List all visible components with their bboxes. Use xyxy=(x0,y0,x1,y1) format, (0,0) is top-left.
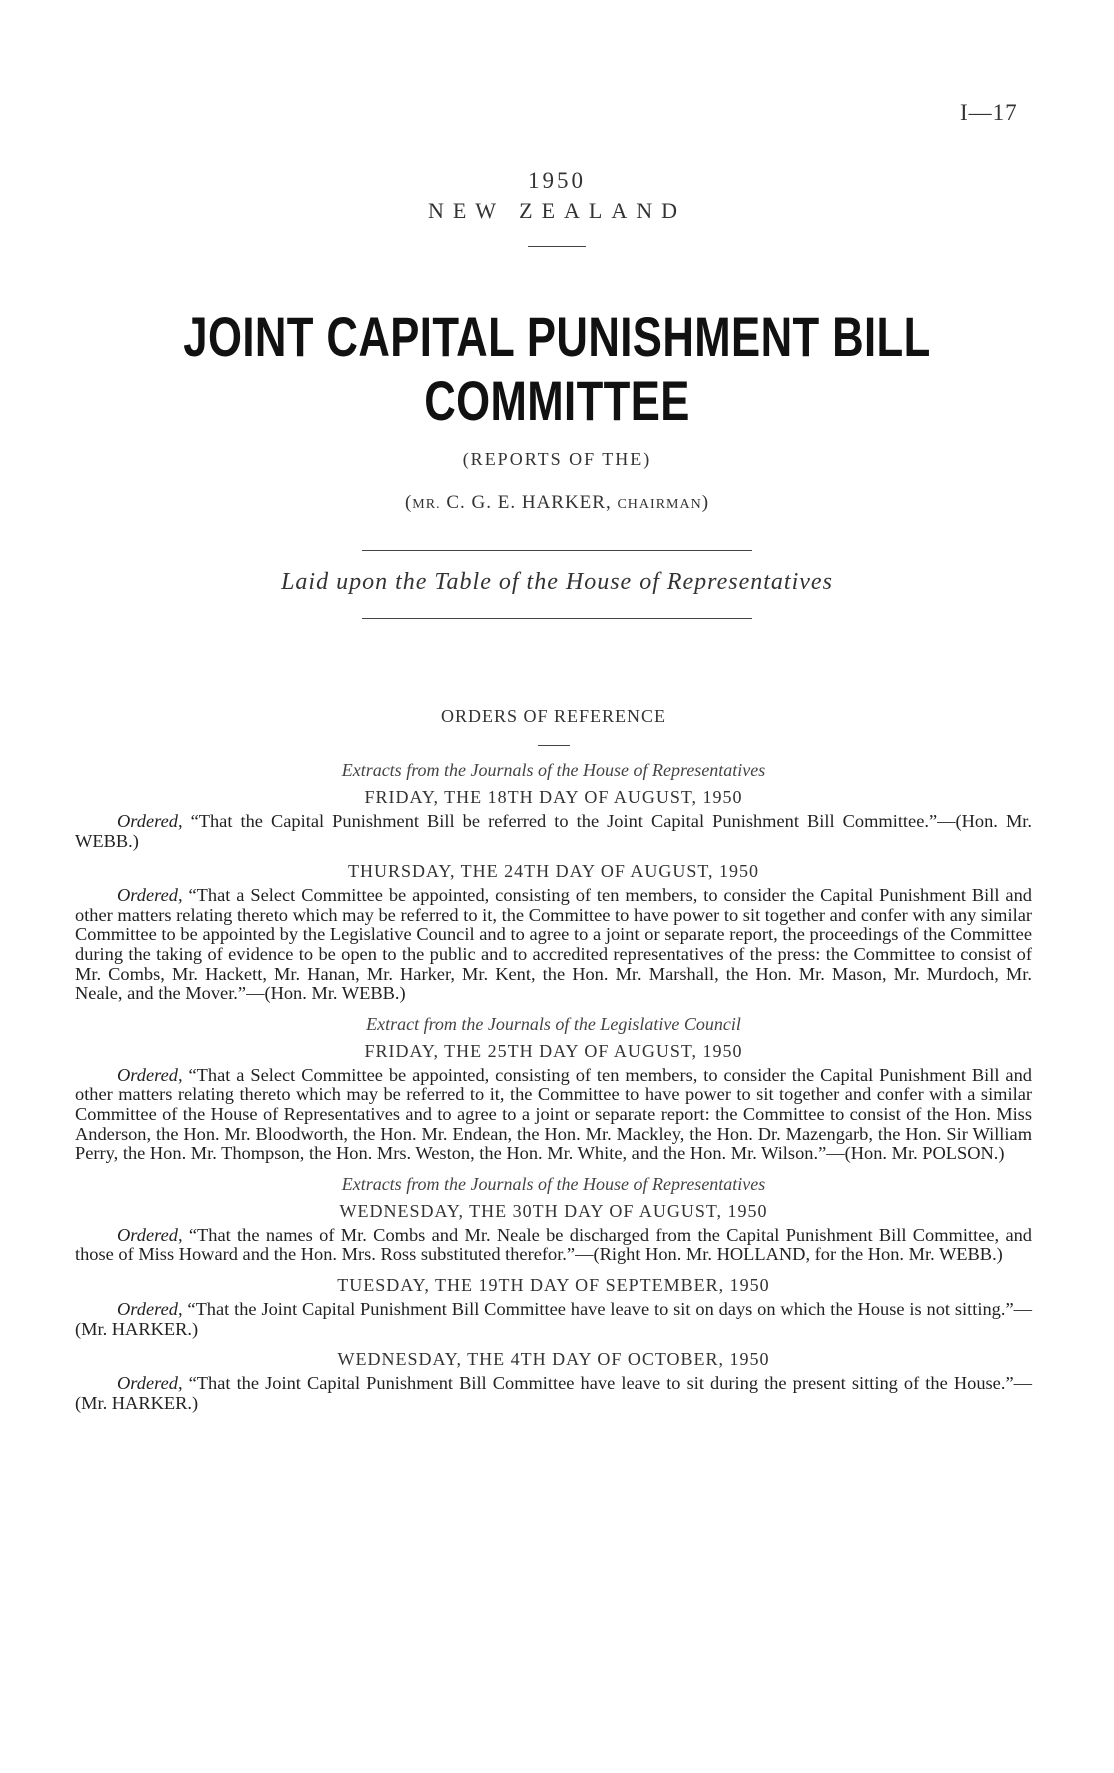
order-date: FRIDAY, THE 25TH DAY OF AUGUST, 1950 xyxy=(364,1040,743,1061)
order-date: TUESDAY, THE 19TH DAY OF SEPTEMBER, 1950 xyxy=(337,1274,770,1295)
orders-of-reference xyxy=(75,706,1032,1413)
ordered-label: Ordered, xyxy=(117,1064,183,1085)
chairman-line xyxy=(0,492,1114,514)
divider xyxy=(538,745,570,746)
order-paragraph xyxy=(75,1066,1032,1164)
journal-source: Extracts from the Journals of the House of Representatives xyxy=(341,1173,766,1194)
order-paragraph xyxy=(75,1226,1032,1265)
ordered-label: Ordered, xyxy=(117,1298,183,1319)
order-text: “That the Joint Capital Punishment Bill Committee have leave to sit during the present sitting of the House.”—(Mr. HARKER.) xyxy=(75,1373,1032,1413)
year: 1950 xyxy=(528,168,586,193)
document-header xyxy=(0,168,1114,619)
order-paragraph xyxy=(75,886,1032,1004)
order-date: THURSDAY, THE 24TH DAY OF AUGUST, 1950 xyxy=(347,861,760,882)
laid-upon-table: Laid upon the Table of the House of Representatives xyxy=(281,569,833,595)
chairman-role: CHAIRMAN xyxy=(617,497,702,512)
order-date: FRIDAY, THE 18TH DAY OF AUGUST, 1950 xyxy=(364,787,743,807)
title-line-1: JOINT CAPITAL PUNISHMENT BILL xyxy=(183,305,931,368)
order-text: “That the Capital Punishment Bill be referred to the Joint Capital Punishment Bill Committee.”—(Hon. Mr. WEBB.) xyxy=(75,811,1032,851)
chairman-close: ) xyxy=(701,492,710,513)
ordered-label: Ordered, xyxy=(117,1373,183,1394)
order-paragraph xyxy=(75,1374,1032,1413)
title-line-2: COMMITTEE xyxy=(424,369,690,432)
document-title xyxy=(123,305,992,433)
ordered-label: Ordered, xyxy=(117,885,183,906)
document-subtitle: (REPORTS OF THE) xyxy=(462,449,652,469)
chairman-name: C. G. E. HARKER, xyxy=(440,492,618,513)
chairman-open: ( xyxy=(404,492,413,513)
divider xyxy=(362,618,752,619)
chairman-title: MR. xyxy=(412,497,441,512)
order-paragraph xyxy=(75,812,1032,851)
ordered-label: Ordered, xyxy=(117,1224,183,1245)
order-text: “That a Select Committee be appointed, consisting of ten members, to consider the Capital Punishment Bill and other matters relating thereto which may be referred to it, the Committee to have power to sit together and confer with a similar Committee of the House of Representatives and to agree to a joint or separate report: the Committee to consist of the Hon. Miss Anderson, the Hon. Mr. Bloodworth, the Hon. Mr. Endean, the Hon. Mr. Mackley, the Hon. Dr. Mazengarb, the Hon. Sir William Perry, the Hon. Mr. Thompson, the Hon. Mrs. Weston, the Hon. Mr. White, and the Hon. Mr. Wilson.”—(Hon. Mr. POLSON.) xyxy=(75,1064,1032,1164)
orders-title: ORDERS OF REFERENCE xyxy=(440,706,667,726)
journal-source: Extracts from the Journals of the House of Representatives xyxy=(341,760,766,780)
order-text: “That the names of Mr. Combs and Mr. Neale be discharged from the Capital Punishment Bill Committee, and those of Miss Howard and the Hon. Mrs. Ross substituted therefor.”—(Right Hon. Mr. HOLLAND, for the Hon. Mr. WEBB.) xyxy=(75,1224,1032,1265)
order-date: WEDNESDAY, THE 4TH DAY OF OCTOBER, 1950 xyxy=(337,1349,770,1370)
order-text: “That a Select Committee be appointed, consisting of ten members, to consider the Capital Punishment Bill and other matters relating thereto which may be referred to it, the Committee to have power to sit together and confer with any similar Committee to be appointed by the Legislative Council and to agree to a joint or separate report, the proceedings of the Committee during the taking of evidence to be open to the public and to accredited representatives of the press: the Committee to consist of Mr. Combs, Mr. Hackett, Mr. Hanan, Mr. Harker, Mr. Kent, the Hon. Mr. Marshall, the Hon. Mr. Mason, Mr. Murdoch, Mr. Neale, and the Mover.”—(Hon. Mr. WEBB.) xyxy=(75,885,1032,1004)
journal-source: Extract from the Journals of the Legislative Council xyxy=(366,1013,741,1034)
page-number: I—17 xyxy=(960,100,1018,125)
divider xyxy=(528,246,586,247)
country: NEW ZEALAND xyxy=(427,198,687,223)
order-paragraph xyxy=(75,1300,1032,1339)
divider xyxy=(362,550,752,551)
order-date: WEDNESDAY, THE 30TH DAY OF AUGUST, 1950 xyxy=(339,1200,768,1221)
ordered-label: Ordered, xyxy=(117,811,183,831)
order-text: “That the Joint Capital Punishment Bill Committee have leave to sit on days on which the House is not sitting.”—(Mr. HARKER.) xyxy=(75,1298,1032,1339)
